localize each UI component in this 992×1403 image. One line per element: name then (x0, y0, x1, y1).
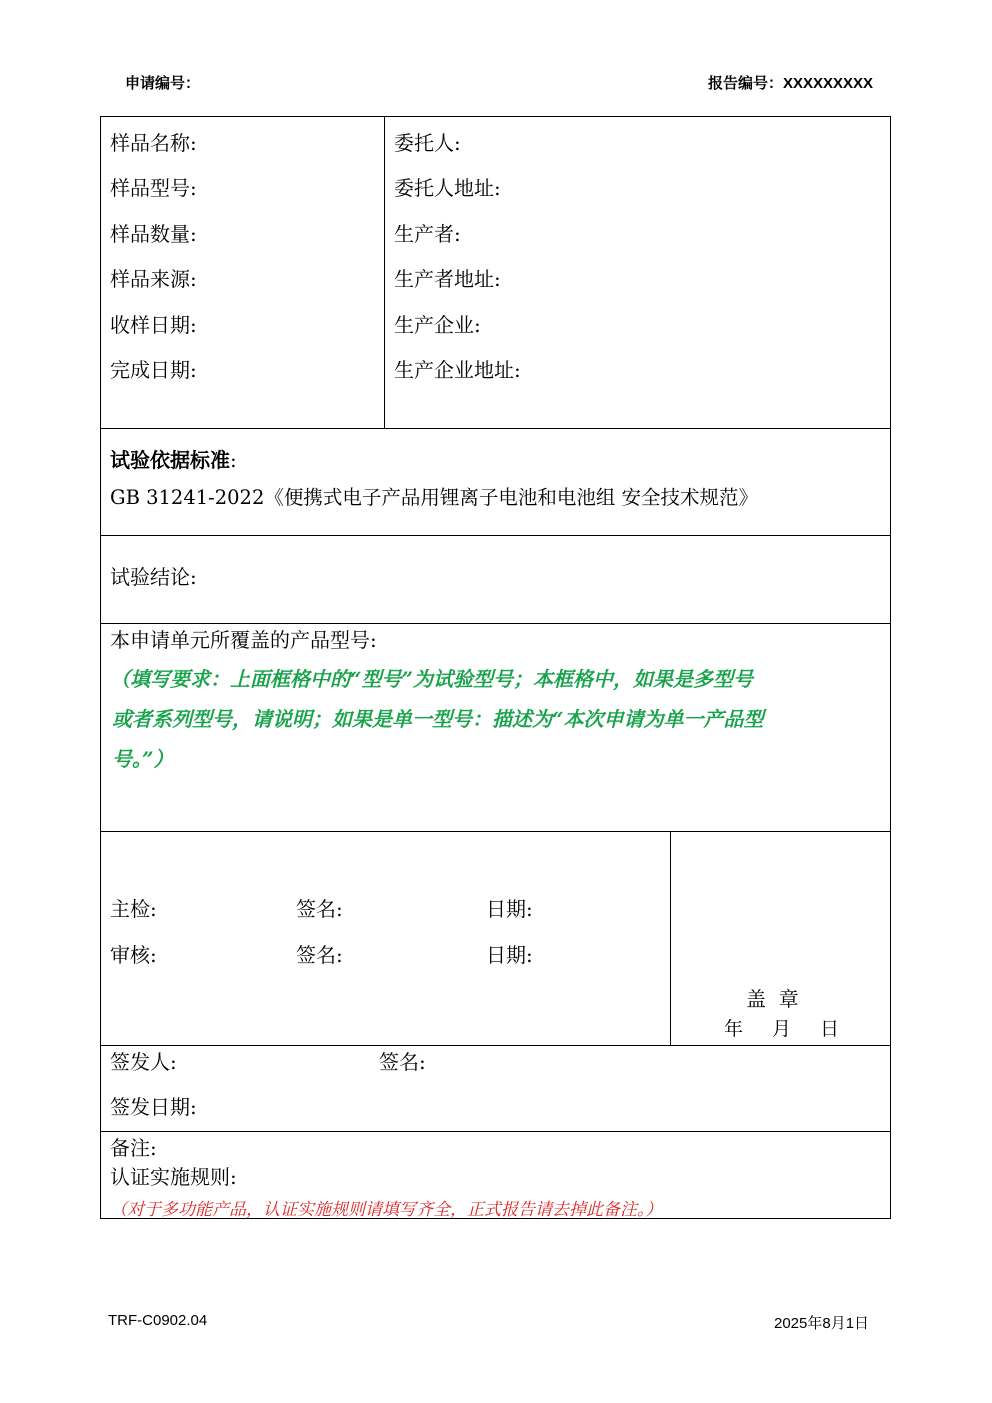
entrusting-party-field[interactable]: 委托人: (394, 131, 461, 155)
producer-field[interactable]: 生产者: (394, 222, 461, 246)
report-number (708, 72, 873, 93)
covered-models-label: 本申请单元所覆盖的产品型号: (110, 628, 377, 652)
table-border-left (100, 116, 101, 1219)
table-border-top (100, 116, 891, 117)
test-standard-value: GB 31241-2022《便携式电子产品用锂离子电池和电池组 安全技术规范》 (110, 486, 759, 509)
instruction-line: 或者系列型号，请说明；如果是单一型号：描述为“本次申请为单一产品型 (112, 707, 764, 731)
application-number-label: 申请编号： (125, 75, 201, 92)
table-divider (100, 1131, 891, 1132)
sample-source-field[interactable]: 样品来源: (110, 267, 197, 291)
issuer-signature[interactable]: 签名: (379, 1050, 426, 1074)
instruction-line: 号。”） (112, 747, 174, 771)
form-date: 2025年8月1日 (774, 1315, 870, 1332)
seal-month: 月 (772, 1018, 792, 1040)
remarks-label: 备注: (110, 1136, 157, 1160)
seal-day: 日 (820, 1018, 840, 1040)
producer-address-field[interactable]: 生产者地址: (394, 267, 501, 291)
column-divider (384, 116, 385, 428)
reviewer-signature[interactable]: 签名: (296, 943, 343, 967)
form-code: TRF-C0902.04 (108, 1312, 208, 1329)
chief-inspector-label: 主检: (110, 897, 157, 921)
table-divider (100, 623, 891, 624)
chief-inspector-signature[interactable]: 签名: (296, 897, 343, 921)
enterprise-address-field[interactable]: 生产企业地址: (394, 358, 521, 382)
model-fill-instructions (112, 659, 887, 779)
test-standard-label: 试验依据标准: (110, 448, 237, 472)
reviewer-date[interactable]: 日期: (486, 943, 533, 967)
report-number-label: 报告编号： (708, 75, 784, 92)
report-number-value: XXXXXXXXX (783, 75, 874, 92)
table-divider (100, 428, 891, 429)
issue-date-field[interactable]: 签发日期: (110, 1095, 197, 1119)
seal-divider (670, 831, 671, 1045)
reviewer-label: 审核: (110, 943, 157, 967)
table-divider (100, 831, 891, 832)
certification-rules-field[interactable]: 认证实施规则: (110, 1165, 237, 1189)
sample-name-field[interactable]: 样品名称: (110, 131, 197, 155)
table-divider (100, 1045, 891, 1046)
seal-year: 年 (724, 1018, 744, 1040)
table-border-right (890, 116, 891, 1219)
test-conclusion-field[interactable]: 试验结论: (110, 565, 197, 589)
seal-label: 盖 章 (746, 987, 799, 1011)
remarks-note: （对于多功能产品，认证实施规则请填写齐全，正式报告请去掉此备注。） (110, 1200, 663, 1220)
entrusting-address-field[interactable]: 委托人地址: (394, 176, 501, 200)
chief-inspector-date[interactable]: 日期: (486, 897, 533, 921)
sample-quantity-field[interactable]: 样品数量: (110, 222, 197, 246)
enterprise-field[interactable]: 生产企业: (394, 313, 481, 337)
received-date-field[interactable]: 收样日期: (110, 313, 197, 337)
instruction-line: （填写要求：上面框格中的“型号”为试验型号；本框格中，如果是多型号 (110, 667, 754, 691)
issuer-label: 签发人: (110, 1050, 177, 1074)
table-divider (100, 535, 891, 536)
sample-model-field[interactable]: 样品型号: (110, 176, 197, 200)
completed-date-field[interactable]: 完成日期: (110, 358, 197, 382)
